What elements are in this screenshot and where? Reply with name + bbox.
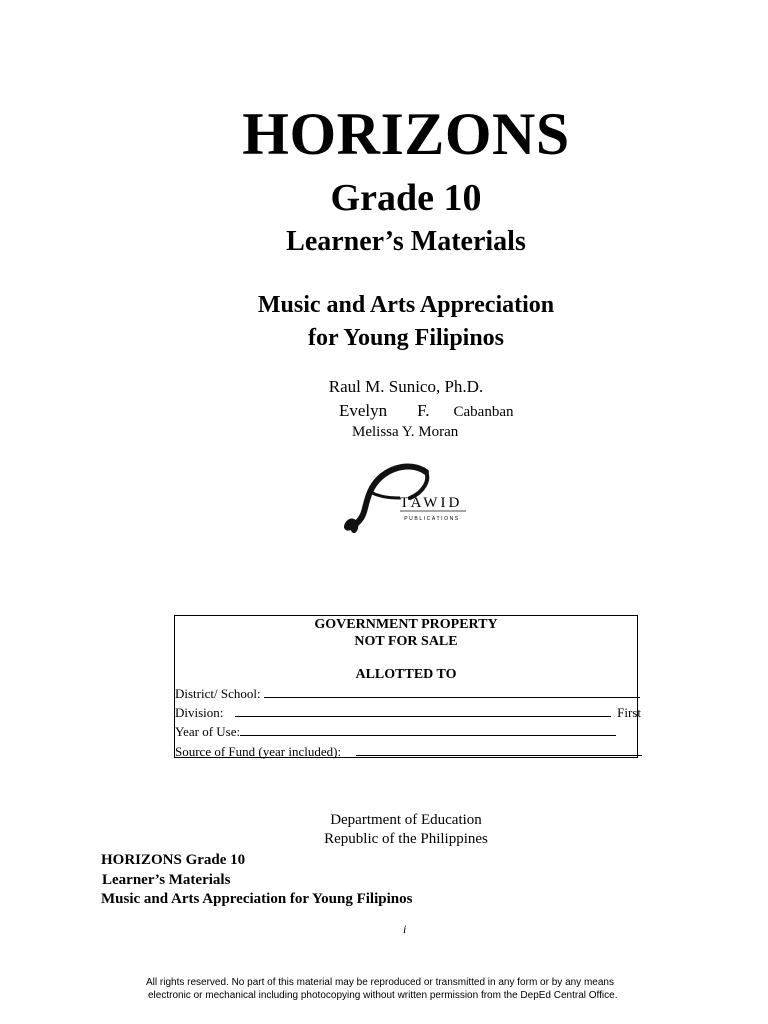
republic-name: Republic of the Philippines [324,831,488,847]
subject-line-1: Music and Arts Appreciation [257,292,555,318]
subject-line-2: for Young Filipinos [307,325,505,351]
division-row [175,705,639,721]
author-3: Melissa Y. Moran [352,424,459,440]
author-2-first: Evelyn [339,401,388,420]
district-blank[interactable] [264,686,640,698]
division-suffix: First [617,705,641,720]
fund-blank[interactable] [356,744,642,756]
author-1: Raul M. Sunico, Ph.D. [328,377,484,396]
district-label: District/ School: [175,686,261,701]
footer-title: HORIZONS Grade 10 [101,852,246,868]
author-2-last: Cabanban [453,404,514,420]
materials-heading: Learner’s Materials [286,226,526,257]
grade-heading: Grade 10 [330,177,482,219]
division-label: Division: [175,705,224,720]
logo-text: TAWID [399,495,463,511]
fund-label: Source of Fund (year included): [175,744,342,759]
year-blank[interactable] [240,724,616,736]
book-title: HORIZONS [242,101,570,167]
not-for-sale-label: NOT FOR SALE [354,634,458,649]
allotted-to-label: ALLOTTED TO [355,667,457,682]
gov-property-label: GOVERNMENT PROPERTY [314,617,498,632]
author-2 [339,401,513,421]
footer-materials: Learner’s Materials [102,872,231,888]
rights-notice-line-2: electronic or mechanical including photocopying without written permission from the DepEd Central Office. [148,990,618,1001]
district-row [175,686,640,702]
logo-swash-bar [370,492,400,498]
department-name: Department of Education [330,812,482,828]
author-2-middle: F. [417,401,430,420]
logo-subtext: PUBLICATIONS [404,516,460,522]
footer-subject: Music and Arts Appreciation for Young Filipinos [101,891,413,907]
fund-row [175,744,642,760]
logo-swash-dot [346,522,354,530]
government-property-box [174,615,641,759]
division-blank[interactable] [235,705,611,717]
page-number: i [403,922,407,936]
year-row [175,724,616,740]
publisher-logo [338,462,478,538]
rights-notice-line-1: All rights reserved. No part of this material may be reproduced or transmitted in any form or by any means [146,977,614,988]
year-label: Year of Use: [175,724,241,739]
